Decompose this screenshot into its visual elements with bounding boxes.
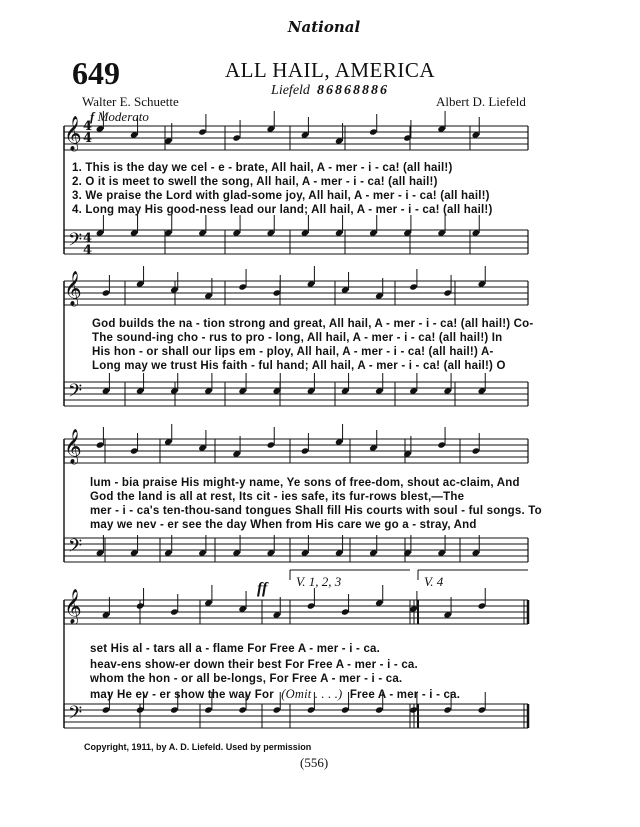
lyric-s3-v3: mer - i - ca's ten-thou-sand tongues Shall fill His courts with soul - ful songs. To <box>90 505 542 517</box>
staves <box>64 126 528 728</box>
lyric-s1-v4: 4. Long may His good-ness lead our land; All hail, A - mer - i - ca! (all hail!) <box>72 204 493 216</box>
treble-clef-4: 𝄞 <box>64 589 82 624</box>
dynamic-forte: f <box>90 109 95 124</box>
lyric-s4-v4-text: may He ev - er show the way For <box>90 689 274 701</box>
lyric-s1-v2: 2. O it is meet to swell the song, All hail, A - mer - i - ca! (all hail!) <box>72 176 438 188</box>
bass-clef-2: 𝄢 <box>68 381 83 406</box>
volta-first: V. 1, 2, 3 <box>296 574 342 589</box>
meter: 86868886 <box>316 83 389 98</box>
section-heading: National <box>287 18 361 36</box>
lyric-s2-v2: The sound-ing cho - rus to pro - long, All hail, A - mer - i - ca! (all hail!) In <box>92 332 503 344</box>
lyric-s3-v2: God the land is all at rest, Its cit - ies safe, its fur-rows blest,—The <box>90 491 465 503</box>
treble-clef-1: 𝄞 <box>64 116 82 151</box>
lyric-s1-v1: 1. This is the day we cel - e - brate, All hail, A - mer - i - ca! (all hail!) <box>72 162 453 174</box>
lyric-s3-v4: may we nev - er see the day When from His care we go a - stray, And <box>90 519 477 531</box>
hymn-number: 649 <box>72 55 120 91</box>
hymn-title: ALL HAIL, AMERICA <box>224 58 436 82</box>
treble-clef-2: 𝄞 <box>64 271 82 306</box>
time-signature-top-2: 4 <box>83 131 93 146</box>
lyric-s2-v3: His hon - or shall our lips em - ploy, All hail, A - mer - i - ca! (all hail!) A- <box>92 346 494 358</box>
bass-clef-3: 𝄢 <box>68 536 83 561</box>
omit-instruction: (Omit . . . .) <box>281 687 343 701</box>
lyric-s1-v3: 3. We praise the Lord with glad-some joy, All hail, A - mer - i - ca! (all hail!) <box>72 190 490 202</box>
lyric-s3-v1: lum - bia praise His might-y name, Ye sons of free-dom, shout ac-claim, And <box>90 477 520 489</box>
lyric-s4-v1: set His al - tars all a - flame For Free A - mer - i - ca. <box>90 643 381 655</box>
lyric-s2-v4: Long may we trust His faith - ful hand; All hail, A - mer - i - ca! (all hail!) O <box>92 360 506 372</box>
lyric-s2-v1: God builds the na - tion strong and great, All hail, A - mer - i - ca! (all hail!) Co- <box>92 318 534 330</box>
copyright-notice: Copyright, 1911, by A. D. Liefeld. Used by permission <box>84 742 312 752</box>
bass-clef-1: 𝄢 <box>68 230 83 255</box>
lyric-s4-v4 <box>90 687 550 702</box>
treble-clef-3: 𝄞 <box>64 429 82 464</box>
lyric-s4-v3: whom the hon - or all be-longs, For Free A - mer - i - ca. <box>90 673 403 685</box>
tempo-label: Moderato <box>97 109 149 124</box>
time-signature-top: 4 <box>83 119 93 134</box>
volta-second: V. 4 <box>424 574 444 589</box>
dynamic-fortissimo: ff <box>257 580 268 597</box>
lyric-s4-v2: heav-ens show-er down their best For Free A - mer - i - ca. <box>90 659 418 671</box>
page-number: (556) <box>300 755 329 770</box>
composer: Albert D. Liefeld <box>436 94 526 109</box>
lyric-final-tail: Free A - mer - i - ca. <box>349 689 461 701</box>
bass-clef-4: 𝄢 <box>68 703 83 728</box>
time-signature-bass: 4 <box>83 231 93 246</box>
lyricist: Walter E. Schuette <box>82 94 179 109</box>
tune-name: Liefeld <box>271 83 310 98</box>
time-signature-bass-2: 4 <box>83 243 93 258</box>
